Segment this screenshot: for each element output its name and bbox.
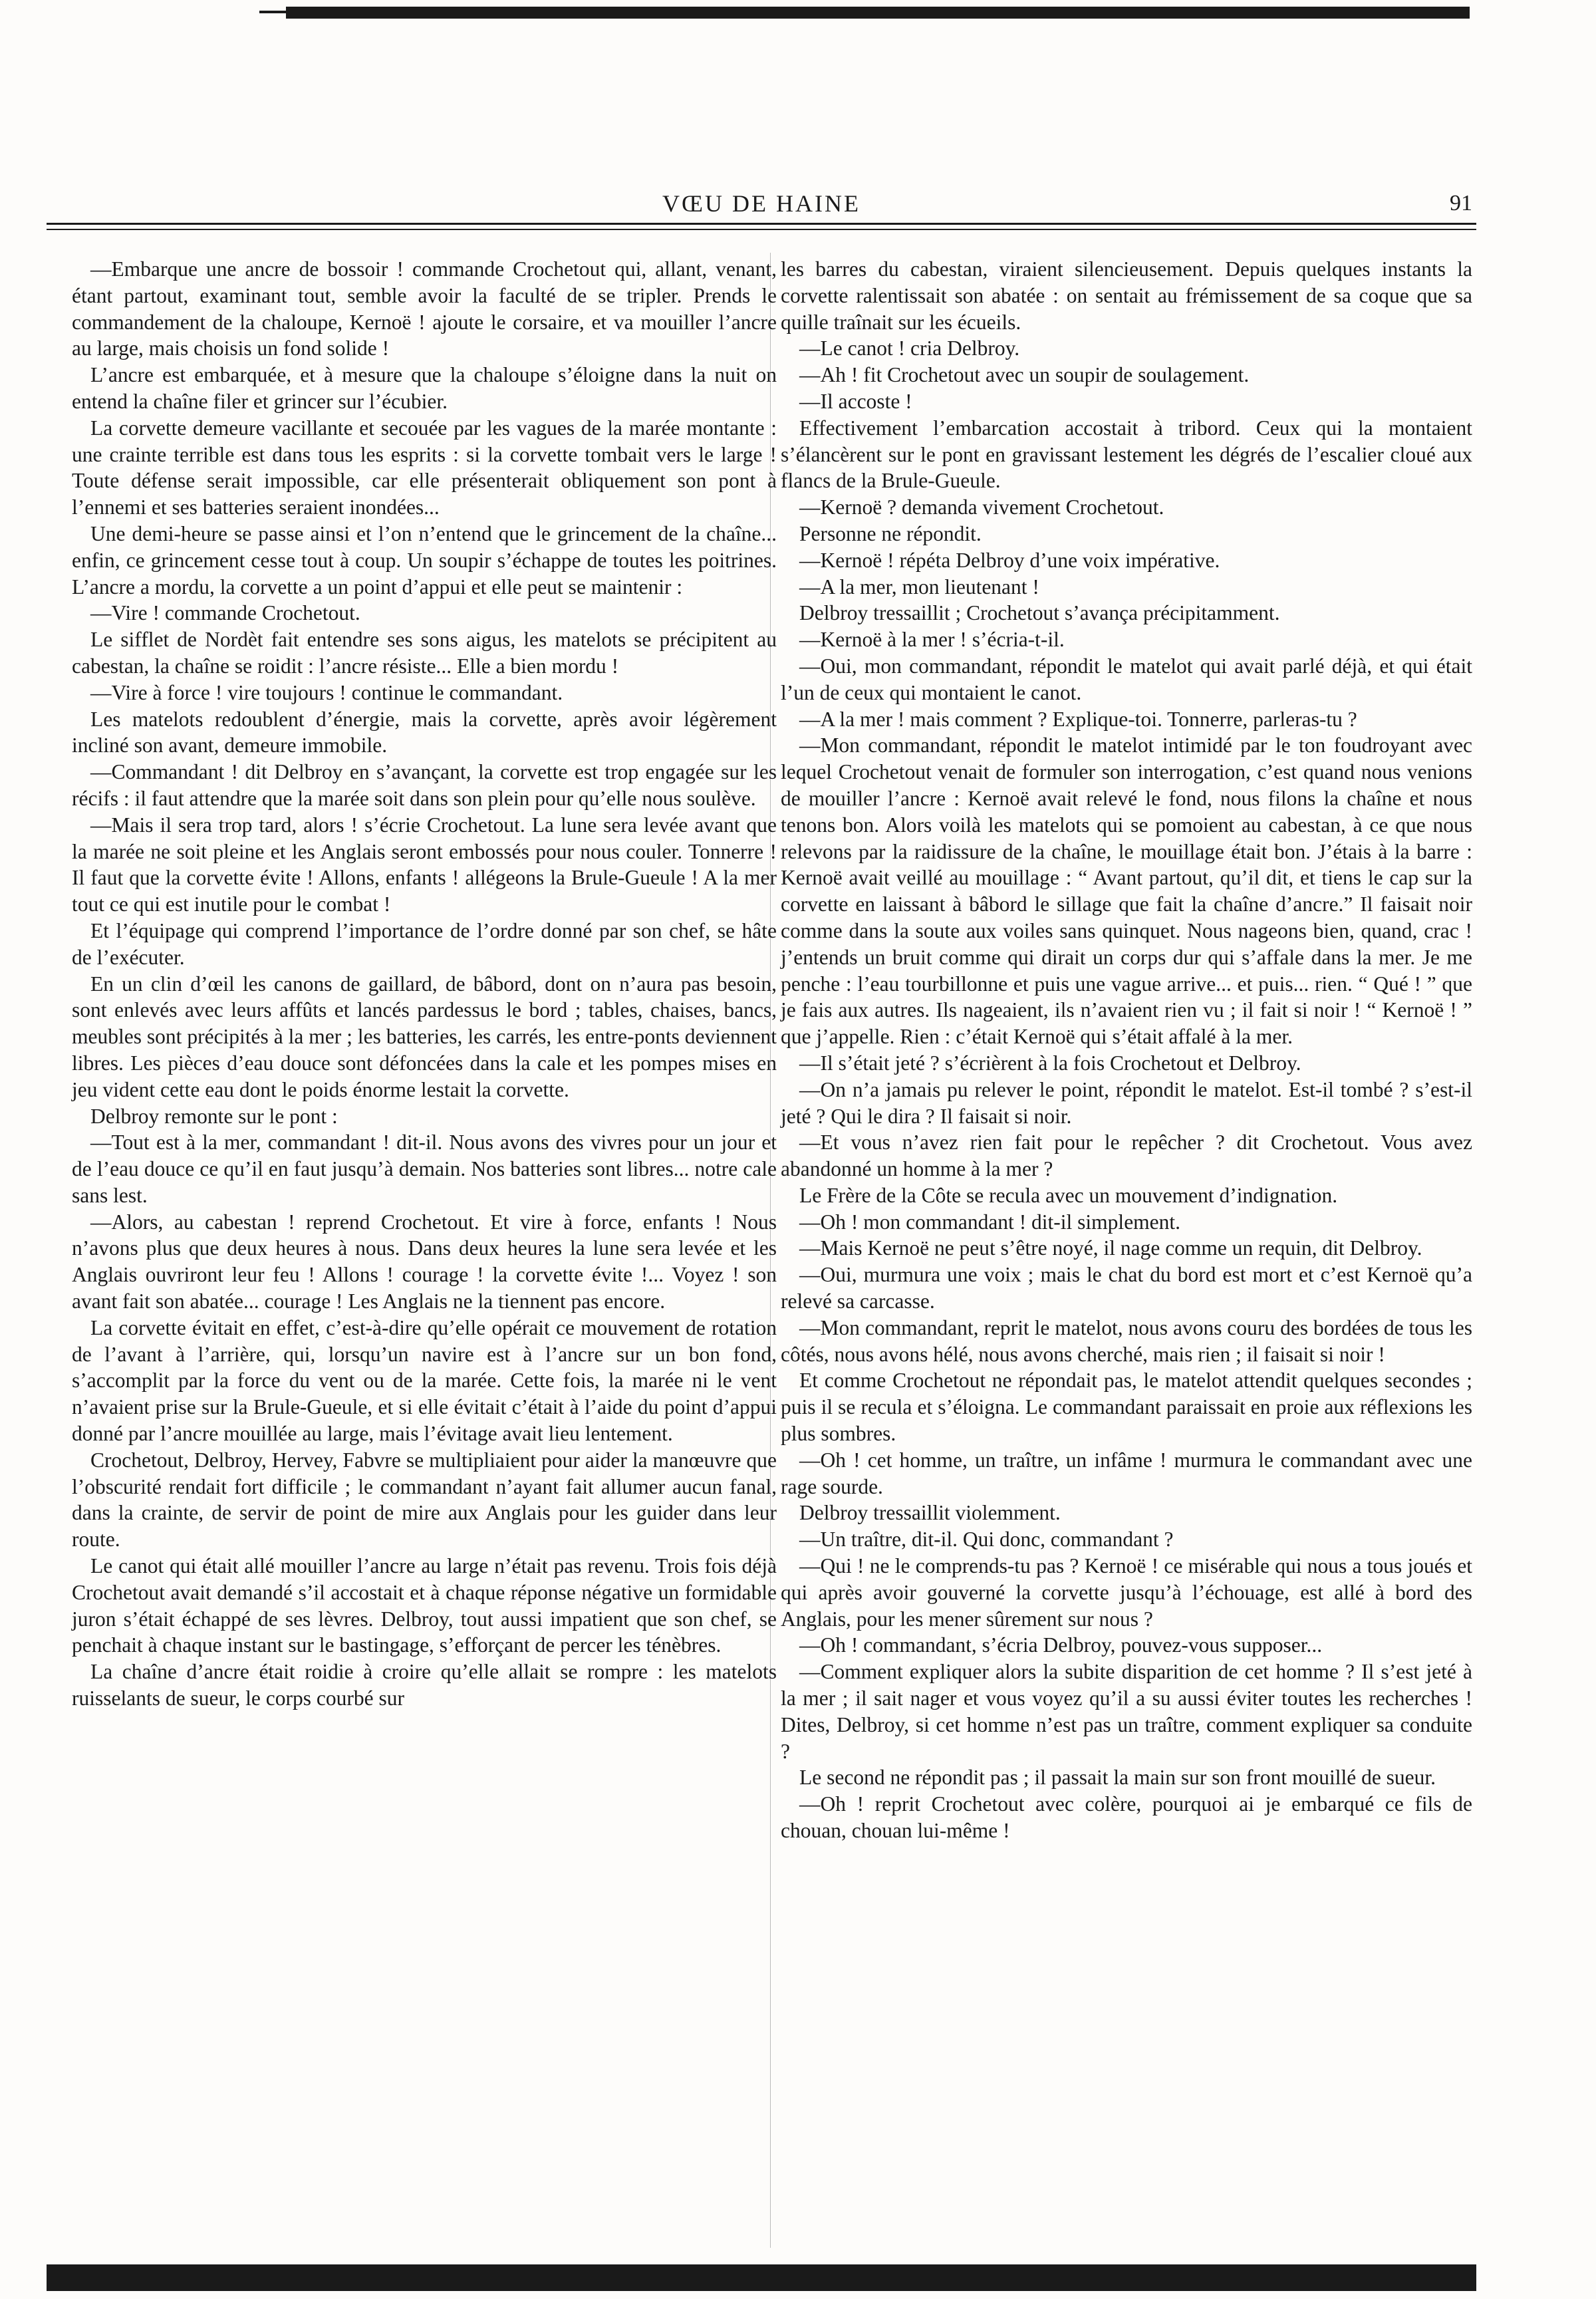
paragraph: —Un traître, dit-il. Qui donc, commandant ? <box>799 1528 1174 1552</box>
paragraph: —Oui, murmura une voix ; mais le chat du bord est mort et c’est Kernoë qu’a relevé sa carcasse. <box>781 1263 1472 1313</box>
paragraph: —Oh ! commandant, s’écria Delbroy, pouvez-vous supposer... <box>799 1633 1323 1657</box>
paragraph: Personne ne répondit. <box>799 521 982 545</box>
paragraph: —A la mer ! mais comment ? Explique-toi. Tonnerre, parleras-tu ? <box>799 707 1357 731</box>
paragraph: —Vire ! commande Crochetout. <box>90 601 360 625</box>
paragraph: —Alors, au cabestan ! reprend Crochetout. Et vire à force, enfants ! Nous n’avons plus que deux heures à nous. Dans deux heures la lune sera levée et les Anglais ouvriront leur feu ! Allons ! courage ! la corvette évite !... Voyez ! son avant fait son abatée... courage ! Les Anglais ne la tiennent pas encore. <box>72 1210 777 1313</box>
paragraph: Et l’équipage qui comprend l’importance de l’ordre donné par son chef, se hâte de l’exécuter. <box>72 918 777 969</box>
right-column <box>781 256 1472 1844</box>
paragraph: —Vire à force ! vire toujours ! continue le commandant. <box>90 680 563 704</box>
paragraph: —Ah ! fit Crochetout avec un soupir de soulagement. <box>799 363 1250 387</box>
paragraph: —Qui ! ne le comprends-tu pas ? Kernoë ! ce misérable qui nous a tous joués et qui après avoir gouverné la corvette jusqu’à l’échouage, est allé à bord des Anglais, pour les mener sûrement sur nous ? <box>781 1554 1472 1631</box>
paragraph: Le Frère de la Côte se recula avec un mouvement d’indignation. <box>799 1183 1338 1207</box>
paragraph: —Tout est à la mer, commandant ! dit-il. Nous avons des vivres pour un jour et de l’eau douce ce qu’il en faut jusqu’à demain. Nos batteries sont libres... notre cale sans lest. <box>72 1131 777 1207</box>
paragraph: —Mais Kernoë ne peut s’être noyé, il nage comme un requin, dit Delbroy. <box>799 1236 1422 1260</box>
paragraph: —Il accoste ! <box>799 389 912 413</box>
paragraph: En un clin d’œil les canons de gaillard, de bâbord, dont on n’aura pas besoin, sont enlevés avec leurs affûts et lancés pardessus le bord ; tables, chaises, bancs, meubles sont précipités à la mer ; les batteries, les carrés, les entre-ponts deviennent libres. Les pièces d’eau douce sont défoncées dans la cale et les pompes mises en jeu vident cette eau dont le poids énorme lestait la corvette. <box>72 972 777 1101</box>
paragraph: Les matelots redoublent d’énergie, mais la corvette, après avoir légèrement incliné son avant, demeure immobile. <box>72 707 777 757</box>
paragraph: Le sifflet de Nordèt fait entendre ses sons aigus, les matelots se précipitent au cabestan, la chaîne se roidit : l’ancre résiste... Elle a bien mordu ! <box>72 628 777 678</box>
paragraph: —Il s’était jeté ? s’écrièrent à la fois Crochetout et Delbroy. <box>799 1051 1301 1075</box>
paragraph: Le second ne répondit pas ; il passait la main sur son front mouillé de sueur. <box>799 1766 1436 1790</box>
page-number: 91 <box>1450 191 1472 215</box>
paragraph: La corvette demeure vacillante et secouée par les vagues de la marée montante : une crainte terrible est dans tous les esprits : si la corvette tombait vers le large ! Toute défense serait impossible, car elle présenterait obliquement son pont à l’ennemi et ses batteries seraient inondées... <box>72 416 777 519</box>
paragraph: les barres du cabestan, viraient silencieusement. Depuis quelques instants la corvette ralentissait son abatée : on sentait au frémissement de sa coque que sa quille traînait sur les écueils. <box>781 257 1472 334</box>
paragraph: L’ancre est embarquée, et à mesure que la chaloupe s’éloigne dans la nuit on entend la chaîne filer et grincer sur l’écubier. <box>72 363 777 413</box>
paragraph: La corvette évitait en effet, c’est-à-dire qu’elle opérait ce mouvement de rotation de l’avant à l’arrière, qui, lorsqu’un navire est à l’ancre sur un bon fond, s’accomplit par la force du vent ou de la marée. Cette fois, la marée ni le vent n’avaient prise sur la Brule-Gueule, et si elle évitait c’était à l’aide du point d’appui donné par l’ancre mouillée au large, mais l’évitage avait lieu lentement. <box>72 1315 777 1446</box>
paragraph: La chaîne d’ancre était roidie à croire qu’elle allait se rompre : les matelots ruisselants de sueur, le corps courbé sur <box>72 1660 777 1710</box>
paragraph: Delbroy remonte sur le pont : <box>90 1104 338 1128</box>
top-print-rule <box>286 7 1470 19</box>
paragraph: —On n’a jamais pu relever le point, répondit le matelot. Est-il tombé ? s’est-il jeté ? Qui le dira ? Il faisait si noir. <box>781 1077 1472 1128</box>
left-column <box>72 256 777 1712</box>
paragraph: —Oh ! mon commandant ! dit-il simplement. <box>799 1210 1181 1234</box>
paragraph: Et comme Crochetout ne répondait pas, le matelot attendit quelques secondes ; puis il se recula et s’éloigna. Le commandant paraissait en proie aux réflexions les plus sombres. <box>781 1369 1472 1446</box>
bottom-print-rule <box>47 2264 1476 2291</box>
paragraph: Delbroy tressaillit ; Crochetout s’avança précipitamment. <box>799 601 1280 625</box>
paragraph: —Mon commandant, reprit le matelot, nous avons couru des bordées de tous les côtés, nous avons hélé, nous avons cherché, mais rien ; il faisait si noir ! <box>781 1315 1472 1366</box>
paragraph: —Mais il sera trop tard, alors ! s’écrie Crochetout. La lune sera levée avant que la marée ne soit pleine et les Anglais seront embossés pour nous couler. Tonnerre ! Il faut que la corvette évite ! Allons, enfants ! allégeons la Brule-Gueule ! A la mer tout ce qui est inutile pour le combat ! <box>72 813 777 916</box>
paragraph: —Embarque une ancre de bossoir ! commande Crochetout qui, allant, venant, étant partout, examinant tout, semble avoir la faculté de se tripler. Prends le commandement de la chaloupe, Kernoë ! ajoute le corsaire, et va mouiller l’ancre au large, mais choisis un fond solide ! <box>72 257 777 360</box>
paragraph: Crochetout, Delbroy, Hervey, Fabvre se multipliaient pour aider la manœuvre que l’obscurité rendait fort difficile ; le commandant n’ayant fait allumer aucun fanal, dans la crainte, de servir de point de mire aux Anglais pour les guider dans leur route. <box>72 1448 777 1552</box>
paragraph: —Et vous n’avez rien fait pour le repêcher ? dit Crochetout. Vous avez abandonné un homme à la mer ? <box>781 1131 1472 1181</box>
header-rule <box>47 223 1476 225</box>
paragraph: Effectivement l’embarcation accostait à tribord. Ceux qui la montaient s’élancèrent sur le pont en gravissant lestement les dégrés de l’escalier cloué aux flancs de la Brule-Gueule. <box>781 416 1472 493</box>
paragraph: —Commandant ! dit Delbroy en s’avançant, la corvette est trop engagée sur les récifs : il faut attendre que la marée soit dans son plein pour qu’elle nous soulève. <box>72 760 777 810</box>
paragraph: —Oh ! cet homme, un traître, un infâme ! murmura le commandant avec une rage sourde. <box>781 1448 1472 1498</box>
paragraph: —Kernoë à la mer ! s’écria-t-il. <box>799 628 1065 652</box>
paragraph: Le canot qui était allé mouiller l’ancre au large n’était pas revenu. Trois fois déjà Crochetout avait demandé s’il accostait et à chaque réponse négative un formidable juron s’était échappé de ses lèvres. Delbroy, tout aussi impatient que son chef, se penchait à chaque instant sur le bastingage, s’efforçant de percer les ténèbres. <box>72 1554 777 1657</box>
paragraph: —Oh ! reprit Crochetout avec colère, pourquoi ai je embarqué ce fils de chouan, chouan lui-même ! <box>781 1792 1472 1843</box>
paragraph: —Le canot ! cria Delbroy. <box>799 337 1020 360</box>
paragraph: —Comment expliquer alors la subite disparition de cet homme ? Il s’est jeté à la mer ; il sait nager et vous voyez qu’il a su aussi éviter toutes les recherches ! Dites, Delbroy, si cet homme n’est pas un traître, comment expliquer sa conduite ? <box>781 1660 1472 1763</box>
paragraph: —A la mer, mon lieutenant ! <box>799 575 1039 599</box>
paragraph: —Oui, mon commandant, répondit le matelot qui avait parlé déjà, et qui était l’un de ceux qui montaient le canot. <box>781 654 1472 704</box>
running-title: VŒU DE HAINE <box>662 190 861 217</box>
paragraph: —Kernoë ? demanda vivement Crochetout. <box>799 495 1164 519</box>
header-rule-secondary <box>47 229 1476 230</box>
paragraph: Delbroy tressaillit violemment. <box>799 1501 1061 1525</box>
page-header <box>47 190 1476 223</box>
paragraph: —Kernoë ! répéta Delbroy d’une voix impérative. <box>799 548 1220 572</box>
paragraph: —Mon commandant, répondit le matelot intimidé par le ton foudroyant avec lequel Crochetout venait de formuler son interrogation, c’est quand nous venions de mouiller l’ancre : Kernoë avait relevé le fond, nous filons la chaîne et nous tenons bon. Alors voilà les matelots qui se pomoient au cabestan, à ce que nous relevons par la raidissure de la chaîne, le mouillage était bon. J’étais à la barre : Kernoë avait veillé au mouillage : “ Avant partout, qu’il dit, et tiens le cap sur la corvette en laissant à bâbord le sillage que fait la chaîne d’ancre.” Il faisait noir comme dans la soute aux voiles sans quinquet. Nous nageons bien, quand, crac ! j’entends un bruit comme qui dirait un corps dur qui s’affale dans la mer. Je me penche : l’eau tourbillonne et puis une vague arrive... et puis... rien. “ Qué ! ” que je fais aux autres. Ils nageaient, ils n’avaient rien vu ; il fait si noir ! “ Kernoë ! ” que j’appelle. Rien : c’était Kernoë qui s’était affalé à la mer. <box>781 734 1472 1049</box>
paragraph: Une demi-heure se passe ainsi et l’on n’entend que le grincement de la chaîne... enfin, ce grincement cesse tout à coup. Un soupir s’échappe de toutes les poitrines. L’ancre a mordu, la corvette a un point d’appui et elle peut se maintenir : <box>72 521 777 599</box>
